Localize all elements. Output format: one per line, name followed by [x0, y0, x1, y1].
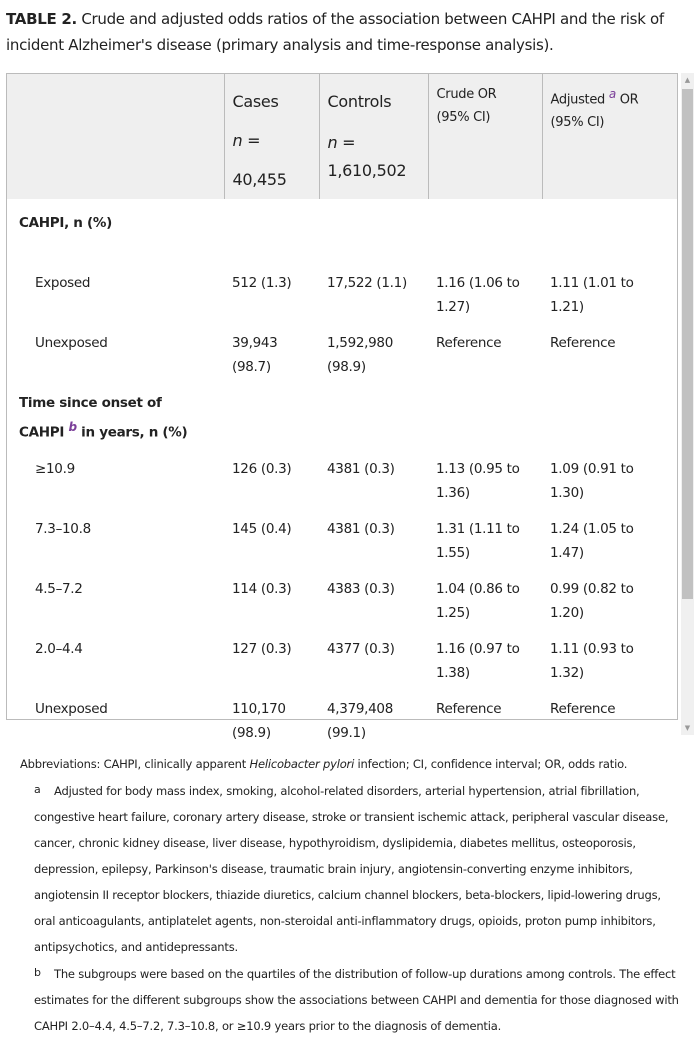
adjusted-or-value: 1.09 (0.91 to 1.30): [550, 460, 634, 501]
cases-n: n = 40,455: [232, 131, 287, 189]
table-row: [7, 259, 677, 319]
controls-value: 1,592,980 (98.9): [327, 335, 394, 375]
adjusted-or-value: 1.24 (1.05 to 1.47): [550, 520, 634, 561]
section-header-row: [7, 379, 677, 445]
crude-or-value: 1.16 (0.97 to 1.38): [436, 640, 520, 681]
abbreviations-note: Abbreviations: CAHPI, clinically apparent Helicobacter pylori infection; CI, confidence interval; OR, odds ratio.: [20, 757, 628, 771]
table-row: [7, 319, 677, 379]
crude-or-value: 1.13 (0.95 to 1.36): [436, 460, 520, 501]
table-scrollbar[interactable]: [681, 73, 694, 735]
table-label: TABLE 2.: [6, 10, 77, 28]
cases-value: 39,943 (98.7): [232, 335, 278, 375]
header-adjusted-or: Adjusted $^a$ OR (95% CI): [542, 74, 677, 199]
cases-value: 127 (0.3): [232, 640, 292, 657]
crude-or-value: 1.31 (1.11 to 1.55): [436, 520, 520, 561]
table-container[interactable]: [6, 73, 678, 741]
footnote-a-link[interactable]: a: [608, 87, 616, 101]
footnote-b: b The subgroups were based on the quartiles of the distribution of follow-up durations among controls. The effect estimates for the different subgroups show the associations between CAHPI and dementia for those diagnosed with CAHPI 2.0–4.4, 4.5–7.2, 7.3–10.8, or ≥10.9 years prior to the diagnosis of dementia.: [34, 966, 679, 1033]
adjusted-or-value: Reference: [550, 335, 616, 351]
section-title: Time since onset of CAHPI $^b$ in years, n (%): [19, 395, 188, 441]
controls-value: 4381 (0.3): [327, 520, 395, 537]
cases-value: 145 (0.4): [232, 520, 292, 537]
table-row: [7, 565, 677, 625]
section-title: CAHPI, n (%): [19, 215, 112, 231]
header-row: [7, 74, 677, 199]
crude-or-value: Reference: [436, 335, 502, 351]
section-header-row: [7, 199, 677, 259]
header-cases: [224, 74, 319, 199]
header-blank: [7, 74, 224, 199]
cases-label: Cases: [232, 92, 279, 111]
scroll-up-arrow-icon[interactable]: ▲: [684, 76, 691, 84]
row-label: 2.0–4.4: [35, 640, 83, 657]
adjusted-or-value: 0.99 (0.82 to 1.20): [550, 580, 634, 621]
table-caption: [6, 6, 691, 58]
controls-value: 4,379,408 (99.1): [327, 700, 394, 741]
controls-value: 4381 (0.3): [327, 460, 395, 477]
caption-text: Crude and adjusted odds ratios of the association between CAHPI and the risk of incident Alzheimer's disease (primary analysis and time-response analysis).: [6, 10, 664, 54]
controls-n: n = 1,610,502: [327, 133, 407, 180]
cases-value: 512 (1.3): [232, 275, 292, 291]
table-row: [7, 505, 677, 565]
controls-value: 4383 (0.3): [327, 580, 395, 597]
cases-value: 110,170 (98.9): [232, 700, 286, 741]
row-label: Unexposed: [35, 700, 108, 717]
table-row: [7, 625, 677, 685]
scrollbar-thumb[interactable]: [682, 89, 693, 599]
row-label: Exposed: [35, 275, 91, 291]
row-label: ≥10.9: [35, 460, 75, 477]
table-row: [7, 445, 677, 505]
footnote-b-link[interactable]: b: [68, 420, 77, 434]
crude-or-value: 1.16 (1.06 to 1.27): [436, 275, 520, 315]
cases-value: 114 (0.3): [232, 580, 292, 597]
row-label: 7.3–10.8: [35, 520, 91, 537]
adjusted-or-value: 1.11 (1.01 to 1.21): [550, 275, 634, 315]
row-label: 4.5–7.2: [35, 580, 83, 597]
table-row: [7, 685, 677, 745]
footnote-a: a Adjusted for body mass index, smoking, alcohol-related disorders, arterial hypertension, atrial fibrillation, congestive heart failure, coronary artery disease, stroke or transient ischemic attack, peripheral vascular disease, cancer, chronic kidney disease, liver disease, hypothyroidism, dyslipidemia, diabetes mellitus, osteoporosis, depression, epilepsy, Parkinson's disease, traumatic brain injury, angiotensin-converting enzyme inhibitors, angiotensin II receptor blockers, thiazide diuretics, calcium channel blockers, beta-blockers, lipid-lowering drugs, oral anticoagulants, antiplatelet agents, non-steroidal anti-inflammatory drugs, opioids, proton pump inhibitors, antipsychotics, and antidepressants.: [34, 783, 669, 954]
controls-value: 17,522 (1.1): [327, 275, 407, 291]
crude-or-value: 1.04 (0.86 to 1.25): [436, 580, 520, 621]
controls-label: Controls: [327, 92, 392, 111]
cases-value: 126 (0.3): [232, 460, 292, 477]
odds-ratio-table: [7, 74, 677, 745]
crude-or-value: Reference: [436, 700, 502, 717]
table-footnotes: [20, 751, 680, 1039]
adjusted-or-value: Reference: [550, 700, 616, 717]
scroll-down-arrow-icon[interactable]: ▼: [684, 724, 691, 732]
header-crude-or: Crude OR (95% CI): [428, 74, 542, 199]
controls-value: 4377 (0.3): [327, 640, 395, 657]
row-label: Unexposed: [35, 335, 108, 351]
adjusted-or-value: 1.11 (0.93 to 1.32): [550, 640, 634, 681]
header-controls: [319, 74, 428, 199]
